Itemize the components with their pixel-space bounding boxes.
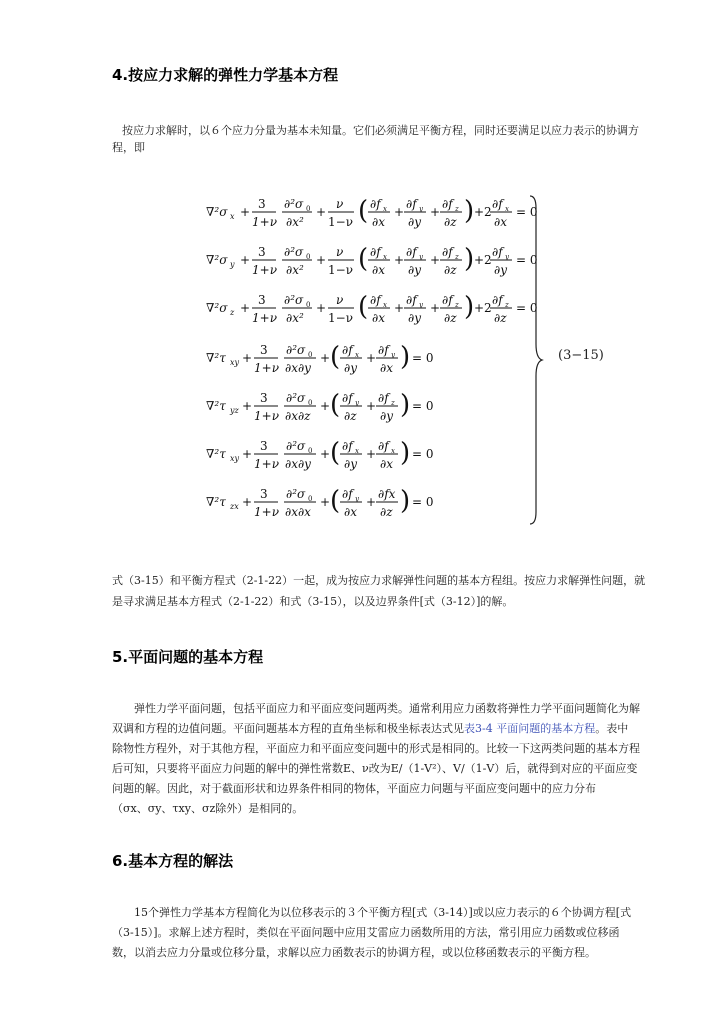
svg-text:+: + (320, 351, 331, 365)
svg-text:= 0: = 0 (412, 351, 434, 365)
svg-text:(: ( (330, 390, 341, 420)
svg-text:+: + (320, 495, 331, 509)
svg-text:+: + (430, 205, 441, 219)
svg-text:∂x∂x: ∂x∂x (285, 505, 311, 519)
svg-text:∂y: ∂y (494, 263, 507, 277)
svg-text:1+ν: 1+ν (254, 505, 279, 519)
svg-text:+: + (430, 253, 441, 267)
svg-text:= 0: = 0 (412, 447, 434, 461)
svg-text:1−ν: 1−ν (328, 311, 353, 325)
svg-text:y: y (419, 205, 423, 213)
svg-text:+: + (316, 301, 327, 315)
svg-text:(: ( (330, 486, 341, 516)
svg-text:0: 0 (308, 495, 313, 503)
svg-text:x: x (383, 301, 387, 309)
svg-text:= 0: = 0 (516, 301, 538, 315)
svg-text:x: x (383, 205, 387, 213)
svg-text:= 0: = 0 (516, 253, 538, 267)
svg-text:+2: +2 (474, 205, 492, 219)
svg-text:z: z (391, 399, 395, 407)
svg-text:∂f: ∂f (378, 343, 389, 357)
svg-text:∂²σ: ∂²σ (284, 245, 304, 259)
svg-text:∇²σ: ∇²σ (206, 205, 228, 219)
svg-text:∂x∂z: ∂x∂z (285, 409, 311, 423)
svg-text:yz: yz (230, 406, 239, 415)
section-5-line-2-a: 双调和方程的边值问题。平面问题基本方程的直角坐标和极坐标表达式见 (112, 722, 464, 735)
svg-text:+: + (394, 205, 405, 219)
svg-text:0: 0 (308, 399, 313, 407)
svg-text:∂y: ∂y (380, 409, 393, 423)
svg-text:∂x: ∂x (494, 215, 507, 229)
svg-text:∇²τ: ∇²τ (206, 495, 226, 509)
svg-text:x: x (383, 253, 387, 261)
equation-sigma-z (198, 286, 538, 330)
svg-text:z: z (455, 301, 459, 309)
svg-text:∂f: ∂f (492, 197, 503, 211)
svg-text:+: + (242, 495, 253, 509)
section-4-intro-line-2: 程，即 (112, 141, 145, 154)
svg-text:∂z: ∂z (380, 505, 393, 519)
equation-tau-xy-2 (198, 432, 538, 476)
svg-text:1+ν: 1+ν (252, 311, 277, 325)
svg-text:): ) (464, 244, 475, 274)
svg-text:∂f: ∂f (492, 293, 503, 307)
svg-text:∂²σ: ∂²σ (284, 293, 304, 307)
svg-text:∂f: ∂f (342, 391, 353, 405)
svg-text:z: z (505, 301, 509, 309)
svg-text:∂f: ∂f (442, 197, 453, 211)
svg-text:x: x (230, 212, 235, 221)
equation-tau-zx (198, 480, 538, 524)
svg-text:(: ( (358, 196, 369, 226)
right-brace-icon (528, 194, 544, 526)
section-5-line-2 (112, 720, 628, 736)
svg-text:∂f: ∂f (492, 245, 503, 259)
svg-text:∂f: ∂f (370, 245, 381, 259)
svg-text:): ) (464, 196, 475, 226)
svg-text:∂x∂y: ∂x∂y (285, 361, 311, 375)
svg-text:∂²σ: ∂²σ (286, 439, 306, 453)
svg-text:∂x: ∂x (372, 215, 385, 229)
svg-text:): ) (400, 390, 411, 420)
svg-text:0: 0 (306, 301, 311, 309)
svg-text:∂²σ: ∂²σ (286, 391, 306, 405)
svg-text:+: + (242, 351, 253, 365)
svg-text:∇²σ: ∇²σ (206, 253, 228, 267)
svg-text:∂z: ∂z (444, 311, 457, 325)
section-4-intro-line-1: 按应力求解时，以６个应力分量为基本未知量。它们必须满足平衡方程，同时还要满足以应力表示的协调方 (122, 124, 639, 137)
svg-text:= 0: = 0 (516, 205, 538, 219)
svg-text:1+ν: 1+ν (252, 263, 277, 277)
svg-text:∂z: ∂z (444, 263, 457, 277)
svg-text:∂x: ∂x (380, 361, 393, 375)
svg-text:y: y (355, 399, 359, 407)
svg-text:∇²τ: ∇²τ (206, 351, 226, 365)
svg-text:∂y: ∂y (344, 457, 357, 471)
section-6-line-2: （3-15）]。求解上述方程时，类似在平面问题中应用艾雷应力函数所用的方法，常引用应力函数或位移函 (112, 926, 620, 939)
svg-text:+: + (366, 495, 377, 509)
section-6-line-3: 数，以消去应力分量或位移分量，求解以应力函数表示的协调方程，或以位移函数表示的平衡方程。 (112, 946, 596, 959)
svg-text:1−ν: 1−ν (328, 263, 353, 277)
section-4-after-line-1: 式（3-15）和平衡方程式（2-1-22）一起，成为按应力求解弹性问题的基本方程组。按应力求解弹性问题，就 (112, 574, 646, 587)
section-5-heading: 5.平面问题的基本方程 (112, 648, 264, 666)
svg-text:= 0: = 0 (412, 495, 434, 509)
svg-text:∂x²: ∂x² (286, 263, 304, 277)
svg-text:3: 3 (258, 293, 266, 307)
svg-text:+: + (366, 351, 377, 365)
svg-text:∂f: ∂f (370, 197, 381, 211)
equation-tau-xy (198, 336, 538, 380)
svg-text:∂²σ: ∂²σ (286, 487, 306, 501)
svg-text:= 0: = 0 (412, 399, 434, 413)
svg-text:+: + (240, 253, 251, 267)
svg-text:+: + (242, 399, 253, 413)
svg-text:∂x²: ∂x² (286, 215, 304, 229)
svg-text:1+ν: 1+ν (254, 409, 279, 423)
svg-text:∂x: ∂x (372, 263, 385, 277)
svg-text:y: y (419, 301, 423, 309)
svg-text:∂x∂y: ∂x∂y (285, 457, 311, 471)
svg-text:+: + (316, 205, 327, 219)
svg-text:∇²τ: ∇²τ (206, 399, 226, 413)
svg-text:∂f: ∂f (442, 293, 453, 307)
svg-text:0: 0 (308, 447, 313, 455)
svg-text:0: 0 (306, 253, 311, 261)
svg-text:ν: ν (336, 197, 344, 211)
svg-text:3: 3 (260, 391, 268, 405)
svg-text:0: 0 (308, 351, 313, 359)
svg-text:(: ( (358, 292, 369, 322)
svg-text:∂x²: ∂x² (286, 311, 304, 325)
section-6-heading: 6.基本方程的解法 (112, 852, 234, 870)
svg-text:3: 3 (260, 487, 268, 501)
svg-text:(: ( (358, 244, 369, 274)
svg-text:z: z (455, 205, 459, 213)
section-5-line-3: 除物性方程外，对于其他方程，平面应力和平面应变问题中的形式是相同的。比较一下这两类问题的基本方程 (112, 742, 640, 755)
svg-text:1+ν: 1+ν (254, 457, 279, 471)
svg-text:+: + (394, 253, 405, 267)
svg-text:y: y (391, 351, 395, 359)
svg-text:∂z: ∂z (344, 409, 357, 423)
equation-sigma-y (198, 238, 538, 282)
svg-text:∂f: ∂f (370, 293, 381, 307)
svg-text:1+ν: 1+ν (254, 361, 279, 375)
svg-text:3: 3 (258, 245, 266, 259)
svg-text:+: + (394, 301, 405, 315)
svg-text:): ) (400, 342, 411, 372)
svg-text:+: + (316, 253, 327, 267)
svg-text:∇²σ: ∇²σ (206, 301, 228, 315)
svg-text:+2: +2 (474, 301, 492, 315)
svg-text:+: + (366, 399, 377, 413)
svg-text:x: x (355, 447, 359, 455)
equation-sigma-x (198, 190, 538, 234)
svg-text:∂x: ∂x (372, 311, 385, 325)
svg-text:+: + (240, 301, 251, 315)
equation-number: (3−15) (558, 348, 604, 363)
section-4-heading: 4.按应力求解的弹性力学基本方程 (112, 66, 339, 84)
svg-text:+: + (320, 447, 331, 461)
svg-text:∂y: ∂y (408, 311, 421, 325)
svg-text:∂²σ: ∂²σ (284, 197, 304, 211)
svg-text:y: y (419, 253, 423, 261)
svg-text:∂y: ∂y (408, 263, 421, 277)
svg-text:z: z (230, 308, 235, 317)
svg-text:zx: zx (230, 502, 239, 511)
svg-text:): ) (400, 438, 411, 468)
svg-text:∂²σ: ∂²σ (286, 343, 306, 357)
section-6-line-1: 15个弹性力学基本方程简化为以位移表示的３个平衡方程[式（3-14）]或以应力表示的６个协调方程[式 (134, 906, 632, 919)
svg-text:ν: ν (336, 245, 344, 259)
svg-text:∂f: ∂f (406, 197, 417, 211)
section-5-line-6: （σx、σy、τxy、σz除外）是相同的。 (112, 802, 304, 815)
svg-text:+: + (366, 447, 377, 461)
svg-text:): ) (400, 486, 411, 516)
svg-text:∂fx: ∂fx (378, 487, 396, 501)
section-5-line-4: 后可知，只要将平面应力问题的解中的弹性常数E、ν改为E/（1-V²）、V/（1-V）后，就得到对应的平面应变 (112, 762, 638, 775)
svg-text:∂y: ∂y (408, 215, 421, 229)
svg-text:x: x (505, 205, 509, 213)
svg-text:+: + (320, 399, 331, 413)
svg-text:x: x (391, 447, 395, 455)
svg-text:(: ( (330, 342, 341, 372)
section-4-after-line-2: 是寻求满足基本方程式（2-1-22）和式（3-15），以及边界条件[式（3-12）]的解。 (112, 595, 514, 608)
table-3-4-link[interactable]: 表3-4 平面问题的基本方程 (464, 722, 596, 735)
svg-text:xy: xy (230, 358, 240, 367)
equation-tau-yz (198, 384, 538, 428)
svg-text:∂f: ∂f (442, 245, 453, 259)
svg-text:∂f: ∂f (406, 293, 417, 307)
svg-text:∂f: ∂f (406, 245, 417, 259)
svg-text:1−ν: 1−ν (328, 215, 353, 229)
svg-text:3: 3 (258, 197, 266, 211)
svg-text:x: x (355, 351, 359, 359)
svg-text:∂x: ∂x (344, 505, 357, 519)
svg-text:0: 0 (306, 205, 311, 213)
svg-text:∂f: ∂f (378, 439, 389, 453)
svg-text:z: z (455, 253, 459, 261)
svg-text:+: + (242, 447, 253, 461)
svg-text:∂x: ∂x (380, 457, 393, 471)
svg-text:∂f: ∂f (342, 343, 353, 357)
svg-text:xy: xy (230, 454, 240, 463)
svg-text:∂z: ∂z (444, 215, 457, 229)
svg-text:+: + (430, 301, 441, 315)
section-5-line-2-b: 。表中 (595, 722, 629, 735)
svg-text:): ) (464, 292, 475, 322)
section-5-line-5: 问题的解。因此，对于截面形状和边界条件相同的物体，平面应力问题与平面应变问题中的应力分布 (112, 782, 596, 795)
svg-text:∇²τ: ∇²τ (206, 447, 226, 461)
svg-text:∂f: ∂f (342, 487, 353, 501)
svg-text:y: y (230, 260, 235, 269)
svg-text:3: 3 (260, 439, 268, 453)
svg-text:∂z: ∂z (494, 311, 507, 325)
svg-text:1+ν: 1+ν (252, 215, 277, 229)
svg-text:∂y: ∂y (344, 361, 357, 375)
svg-text:∂f: ∂f (342, 439, 353, 453)
svg-text:ν: ν (336, 293, 344, 307)
svg-text:(: ( (330, 438, 341, 468)
svg-text:y: y (355, 495, 359, 503)
svg-text:y: y (505, 253, 509, 261)
equation-block-3-15 (198, 190, 618, 530)
section-5-line-1: 弹性力学平面问题，包括平面应力和平面应变问题两类。通常利用应力函数将弹性力学平面问题简化为解 (134, 702, 640, 715)
svg-text:+: + (240, 205, 251, 219)
svg-text:+2: +2 (474, 253, 492, 267)
svg-text:∂f: ∂f (378, 391, 389, 405)
svg-text:3: 3 (260, 343, 268, 357)
